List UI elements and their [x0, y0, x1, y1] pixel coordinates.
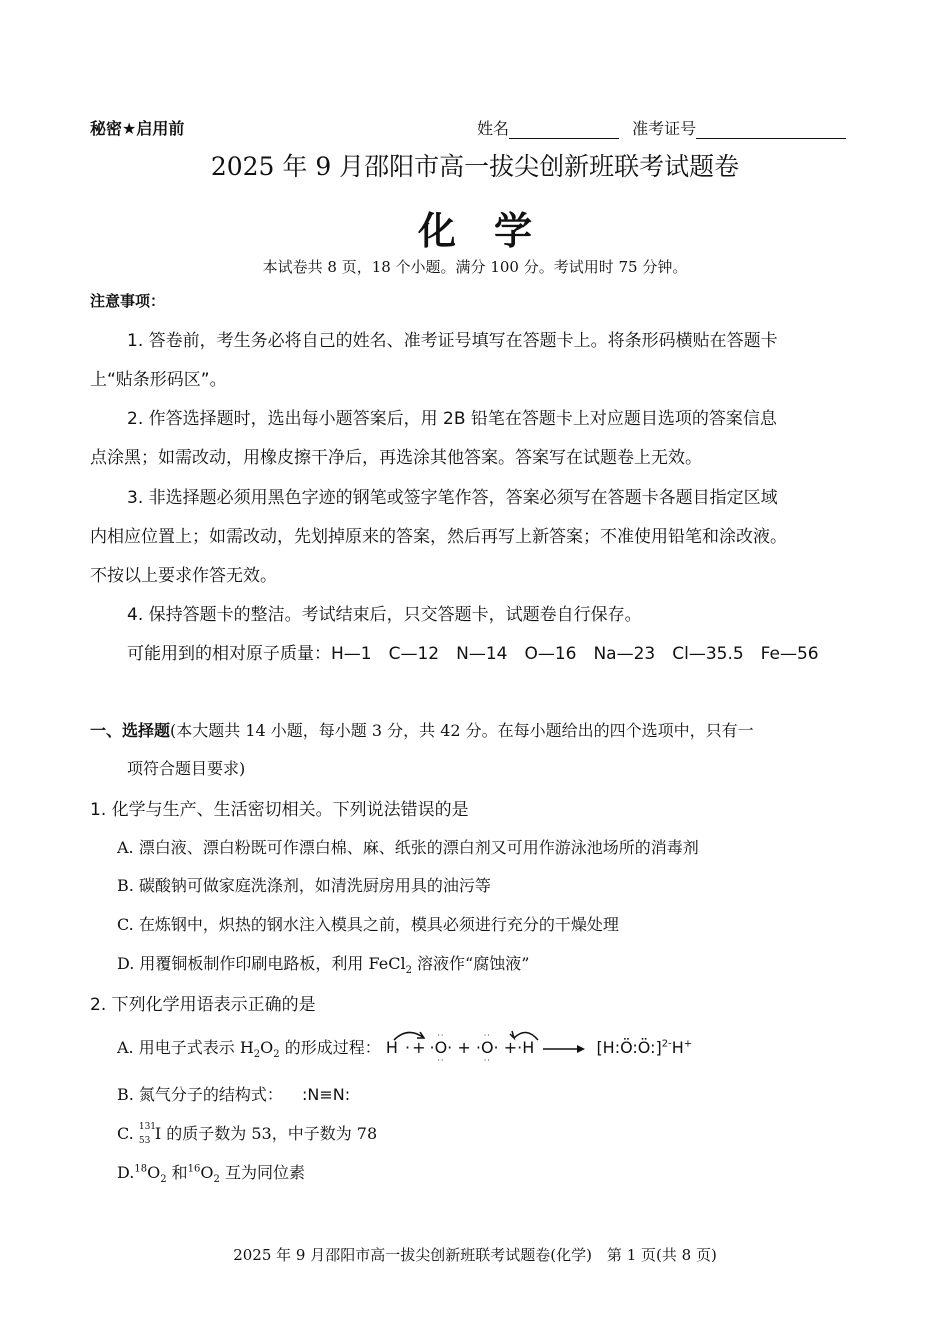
q1-option-c: C. 在炼钢中，炽热的钢水注入模具之前，模具必须进行充分的干燥处理 [117, 915, 619, 934]
notice-item-3-cont: 内相应位置上；如需改动，先划掉原来的答案，然后再写上新答案；不准使用铅笔和涂改液。 [90, 527, 787, 547]
q2-a-sub2: 2 [273, 1049, 280, 1061]
o-18-sub: 2 [160, 1174, 167, 1186]
isotope-16: 16 [187, 1163, 201, 1175]
n2-structure: :N≡N: [302, 1085, 351, 1104]
notice-item-2-cont: 点涂黑；如需改动，用橡皮擦干净后，再选涂其他答案。答案写在试题卷上无效。 [90, 448, 702, 468]
q2-option-c [117, 1121, 377, 1144]
q2-d-text: 互为同位素 [219, 1163, 305, 1182]
o-16-sub: 2 [213, 1174, 220, 1186]
secret-label: 秘密★启用前 [90, 119, 185, 138]
o-atom-1: O [434, 1038, 448, 1057]
notice-item-2: 2. 作答选择题时，选出每小题答案后，用 2B 铅笔在答题卡上对应题目选项的答案信息 [127, 409, 777, 429]
subject-title: 化 学 [417, 208, 532, 253]
q1-d-sub: 2 [405, 965, 412, 977]
notice-item-4: 4. 保持答题卡的整洁。考试结束后，只交答题卡，试题卷自行保存。 [127, 605, 642, 625]
o-16: O [200, 1163, 214, 1182]
mass-number: 131 [138, 1122, 157, 1132]
product-charge: 2- [661, 1038, 672, 1050]
notice-item-1: 1. 答卷前，考生务必将自己的姓名、准考证号填写在答题卡上。将条形码横贴在答题卡 [127, 331, 778, 351]
h2o2-product: [H:Ö:Ö:] [596, 1038, 662, 1057]
electron-arrow-icon [386, 1028, 666, 1042]
atomic-number: 53 [138, 1136, 151, 1146]
name-blank [509, 120, 619, 139]
q2-option-a [117, 1031, 693, 1065]
isotope-18: 18 [134, 1163, 148, 1175]
id-blank [696, 120, 846, 139]
h-atom-right: H [522, 1038, 535, 1057]
q1-option-b: B. 碳酸钠可做家庭洗涤剂，如清洗厨房用具的油污等 [117, 876, 491, 895]
q2-option-d [117, 1160, 305, 1185]
name-field [477, 116, 846, 139]
and-text: 和 [166, 1163, 188, 1182]
q2-c-text: I 的质子数为 53，中子数为 78 [154, 1124, 378, 1143]
notice-heading: 注意事项： [90, 292, 166, 310]
q1-option-d [117, 951, 529, 976]
notice-item-3: 3. 非选择题必须用黑色字迹的钢笔或签字笔作答，答案必须写在答题卡各题目指定区域 [127, 488, 778, 508]
q1-option-a: A. 漂白液、漂白粉既可作漂白棉、麻、纸张的漂白剂又可用作游泳池场所的消毒剂 [117, 838, 699, 857]
q2-a-text-end: 的形成过程： [279, 1038, 381, 1057]
q1-d-text-end: 溶液作“腐蚀液” [411, 954, 530, 973]
q2-d-label: D. [117, 1163, 135, 1182]
notice-item-1-cont: 上“贴条形码区”。 [90, 370, 227, 390]
plus-sign: + [457, 1038, 471, 1057]
q2-a-sub1: 2 [253, 1049, 261, 1061]
q1-stem: 1. 化学与生产、生活密切相关。下列说法错误的是 [90, 800, 469, 820]
section-label: 一、选择题 [90, 721, 171, 740]
reaction-arrow-icon [543, 1044, 587, 1054]
q2-a-o: O [260, 1038, 274, 1057]
q2-c-label: C. [117, 1124, 134, 1143]
h-atom-left: H [385, 1038, 398, 1057]
section-desc-cont: 项符合题目要求) [127, 759, 246, 778]
q2-option-b [117, 1082, 350, 1105]
h2o2-electron-formula: H · + ·· ·· ·O· + ·· ·· ·O· +·H [H:Ö:Ö:]$^{2-}$H+ [386, 1038, 692, 1057]
exam-title: 2025 年 9 月邵阳市高一拔尖创新班联考试题卷 [210, 152, 740, 181]
id-label: 准考证号 [632, 119, 697, 138]
q2-b-text: B. 氮气分子的结构式： [117, 1085, 283, 1104]
q2-stem: 2. 下列化学用语表示正确的是 [90, 995, 316, 1015]
h-ion-charge: + [683, 1038, 693, 1050]
q2-a-text: A. 用电子式表示 H [117, 1038, 254, 1057]
atomic-mass: 可能用到的相对原子质量：H—1 C—12 N—14 O—16 Na—23 Cl—35.5 Fe—56 [127, 644, 819, 664]
notice-item-3-cont2: 不按以上要求作答无效。 [90, 566, 277, 586]
section-heading [90, 718, 754, 741]
exam-info: 本试卷共 8 页，18 个小题。满分 100 分。考试用时 75 分钟。 [262, 258, 688, 276]
q1-d-text: D. 用覆铜板制作印刷电路板，利用 FeCl [117, 954, 406, 973]
o-18: O [147, 1163, 161, 1182]
o-atom-2: O [480, 1038, 494, 1057]
h-ion: H [671, 1038, 684, 1057]
page-footer: 2025 年 9 月邵阳市高一拔尖创新班联考试题卷(化学) 第 1 页(共 8 页) [233, 1246, 717, 1264]
name-label: 姓名 [477, 119, 510, 138]
section-desc: (本大题共 14 小题，每小题 3 分，共 42 分。在每小题给出的四个选项中，只有一 [170, 721, 754, 740]
